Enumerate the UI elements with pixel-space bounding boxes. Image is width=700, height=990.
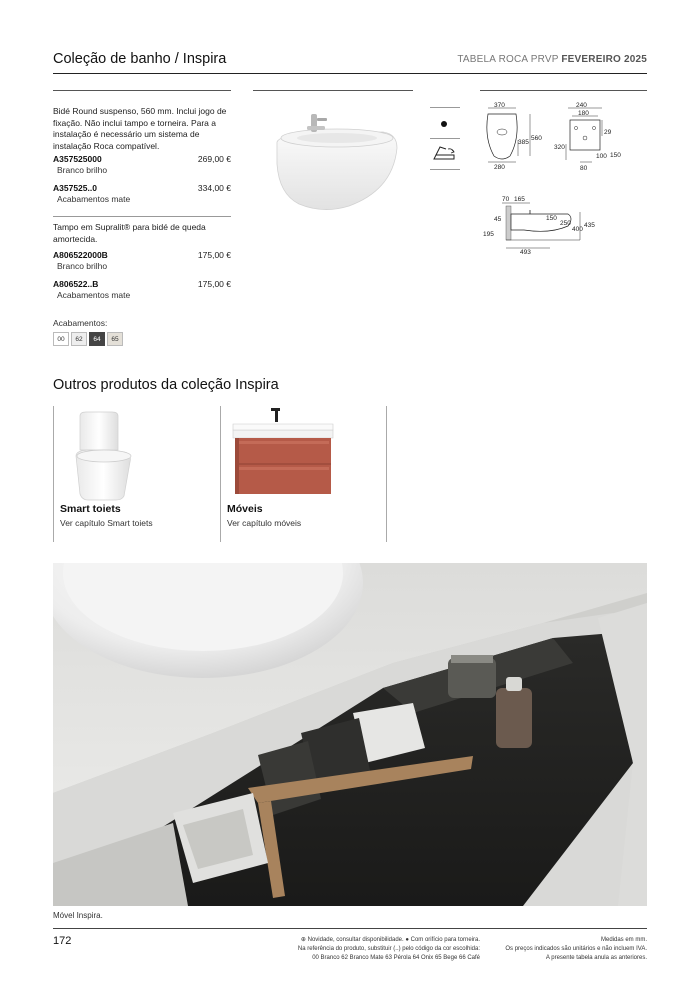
page-title: Coleção de banho / Inspira — [53, 51, 227, 67]
dim-label: 195 — [483, 231, 494, 238]
dim-label: 493 — [520, 249, 531, 256]
product-row — [53, 250, 231, 271]
product-price: 269,00 € — [197, 154, 231, 164]
product-code: A357525..0 — [53, 183, 97, 193]
photo-caption: Móvel Inspira. — [53, 911, 103, 920]
dim-label: 29 — [604, 129, 612, 136]
product-price: 175,00 € — [197, 279, 231, 289]
product-finish: Acabamentos mate — [57, 194, 131, 204]
col-rule-3 — [480, 90, 647, 91]
product-finish: Acabamentos mate — [57, 290, 131, 300]
furniture-drawer-illustration — [53, 563, 647, 906]
footer-legend — [270, 936, 480, 963]
furniture-image — [231, 408, 335, 500]
legend-line: Na referência do produto, substituir (..) pelo código da cor escolhida: — [297, 946, 480, 952]
header-rule — [53, 73, 647, 74]
finish-swatch-64: 64 — [89, 332, 105, 346]
dim-label: 250 — [560, 220, 571, 227]
soft-close-seat-icon — [432, 143, 458, 163]
dim-label: 150 — [546, 215, 557, 222]
icon-rule — [430, 169, 460, 170]
dim-label: 150 — [610, 152, 621, 159]
legend-line: ⊕ Novidade, consultar disponibilidade. ● Com orifício para torneira. — [300, 937, 480, 943]
dim-label: 165 — [514, 196, 525, 203]
smart-toilet-image — [66, 410, 136, 502]
catalog-label: TABELA ROCA PRVP FEVEREIRO 2025 — [457, 54, 647, 65]
dim-label: 80 — [580, 165, 588, 172]
icon-rule — [430, 107, 460, 108]
dim-label: 435 — [584, 222, 595, 229]
bidet-description: Bidé Round suspenso, 560 mm. Inclui jogo de fixação. Não inclui tampo e torneira. Para a instalação é necessário um sistema de instalação Roca compatível. — [53, 106, 227, 151]
card-link[interactable]: Ver capítulo móveis — [227, 518, 302, 528]
product-price: 334,00 € — [197, 183, 231, 193]
finish-swatches — [53, 332, 123, 346]
product-row — [53, 279, 231, 300]
product-code: A806522000B — [53, 250, 108, 260]
technical-drawing-rear — [552, 100, 648, 174]
card-title: Smart toiets — [60, 503, 121, 515]
icon-rule — [430, 138, 460, 139]
dim-label: 370 — [494, 102, 505, 109]
product-finish: Branco brilho — [57, 165, 108, 175]
note-line: Os preços indicados são unitários e não incluem IVA. — [505, 946, 647, 952]
other-products-title: Outros produtos da coleção Inspira — [53, 377, 279, 393]
product-card-furniture[interactable] — [221, 406, 386, 542]
section-rule — [53, 216, 231, 217]
technical-drawing-side — [480, 192, 604, 264]
faucet-hole-dot-icon — [441, 121, 447, 127]
inspira-furniture-photo — [53, 563, 647, 906]
product-code: A806522..B — [53, 279, 99, 289]
product-code: A357525000 — [53, 154, 102, 164]
legend-line: 00 Branco 62 Branco Mate 63 Pérola 64 Onix 65 Bege 66 Café — [312, 955, 480, 961]
footer-rule — [53, 928, 647, 929]
finish-swatch-65: 65 — [107, 332, 123, 346]
finish-swatch-00: 00 — [53, 332, 69, 346]
dim-label: 400 — [572, 226, 583, 233]
finish-swatch-62: 62 — [71, 332, 87, 346]
seat-description: Tampo em Supralit® para bidé de queda amortecida. — [53, 222, 206, 244]
dim-label: 180 — [578, 110, 589, 117]
product-price: 175,00 € — [197, 250, 231, 260]
card-link[interactable]: Ver capítulo Smart toiets — [60, 518, 153, 528]
bidet-product-image — [265, 98, 405, 218]
card-title: Móveis — [227, 503, 263, 515]
dim-label: 240 — [576, 102, 587, 109]
dim-label: 70 — [502, 196, 510, 203]
dim-label: 560 — [531, 135, 542, 142]
col-rule-1 — [53, 90, 231, 91]
product-finish: Branco brilho — [57, 261, 108, 271]
technical-drawing-front — [480, 100, 546, 172]
card-divider — [386, 406, 387, 542]
dim-label: 320 — [554, 144, 565, 151]
col-rule-2 — [253, 90, 413, 91]
finishes-label: Acabamentos: — [53, 318, 108, 328]
product-card-smart-toilets[interactable] — [54, 406, 219, 542]
note-line: Medidas em mm. — [600, 937, 647, 943]
product-row — [53, 154, 231, 175]
product-row — [53, 183, 231, 204]
dim-label: 385 — [518, 139, 529, 146]
dim-label: 100 — [596, 153, 607, 160]
footer-notes — [487, 936, 647, 963]
dim-label: 45 — [494, 216, 502, 223]
note-line: A presente tabela anula as anteriores. — [545, 955, 647, 961]
page-number: 172 — [53, 935, 72, 947]
dim-label: 280 — [494, 164, 505, 171]
